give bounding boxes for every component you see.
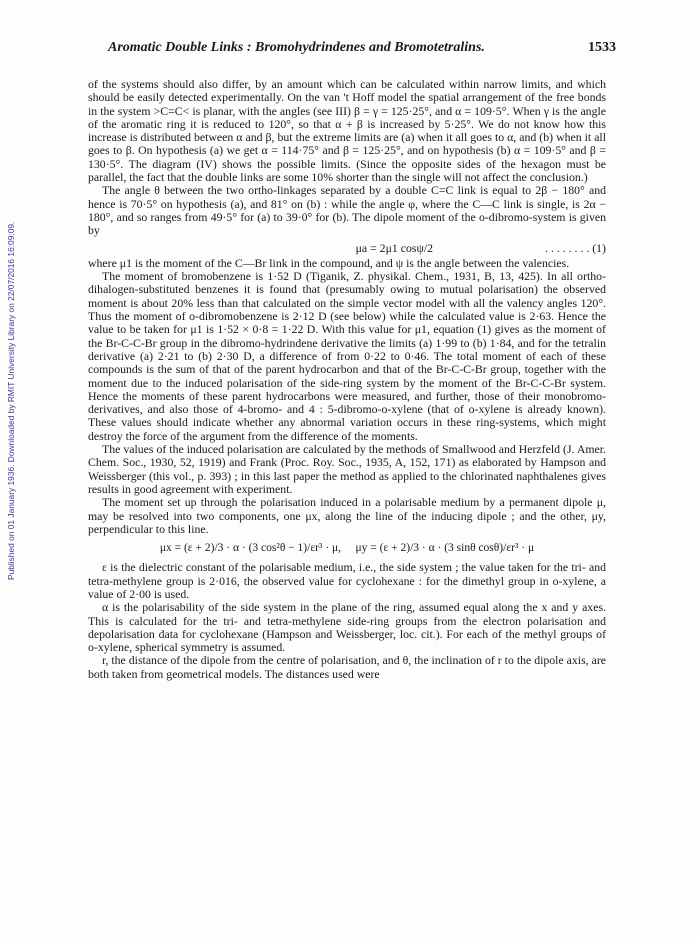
paragraph-1: of the systems should also differ, by an amount which can be calculated within narrow limits, and which should be easily detected experimentally. On the van 't Hoff model the spatial arrangement of the free bonds in the system >C=C< is planar, with the angles (see III) β = γ = 125·25°, and α = 109·5°. When γ is the angle of the aromatic ring it is reduced to 120°, so that α + β is increased by 5·25°. We do not know how this increase is distributed between α and β, but the extreme limits are (a) when it all goes to α, and (b) when it all goes to β. On hypothesis (a) we get α = 114·75° and β = 125·25°, and on hypothesis (b) α = 109·5° and β = 130·5°. The diagram (IV) shows the possible limits. (Since the opposite sides of the hexagon must be parallel, the fact that the double links are some 10% shorter than the single will not affect the conclusion.) <box>88 77 606 185</box>
equation-2-muy: μy = (ε + 2)/3 · α · (3 sinθ cosθ)/εr³ · μ <box>355 542 535 555</box>
equation-1-number: . . . . . . . . (1) <box>545 240 606 255</box>
equation-1 <box>88 242 606 255</box>
paragraph-3: where μ1 is the moment of the C—Br link in the compound, and ψ is the angle between the valencies. <box>88 255 570 270</box>
running-header <box>108 40 616 56</box>
equation-2-mux: μx = (ε + 2)/3 · α · (3 cos²θ − 1)/εr³ · μ, <box>159 542 342 555</box>
article-body <box>88 78 606 681</box>
page-number: 1533 <box>588 40 616 55</box>
paragraph-4: The moment of bromobenzene is 1·52 D (Tiganik, Z. physikal. Chem., 1931, B, 13, 425). In all ortho-dihalogen-substituted benzenes it is found that (presumably owing to mutual polarisation) the observed moment is about 20% less than that calculated on the simple vector model with all the valency angles 120°. Thus the moment of o-dibromobenzene is 2·12 D (see below) while the calculated value is 2·63. Hence the value to be taken for μ1 is 1·52 × 0·8 = 1·22 D. With this value for μ1, equation (1) gives as the moment of the Br-C-C-Br group in the dibromo-hydrindene derivative the limits (a) 1·99 to (b) 1·84, and for the tetralin derivative (a) 2·21 to (b) 2·30 D, a difference of from 0·22 to 0·46. The total moment of each of these compounds is the sum of that of the parent hydrocarbon and that of the Br-C-C-Br group, together with the moment due to the induced polarisation of the side-ring system by the moment of the Br-C-C-Br system. Hence the moments of these parent hydrocarbons were measured, and further, those of their monobromo-derivatives, and also those of 4-bromo- and 4 : 5-dibromo-o-xylene (that of o-xylene is already known). These values should indicate whether any abnormal variation occurs in these ring-systems, which might destroy the force of the argument from the difference of the moments. <box>88 269 606 443</box>
paragraph-7: ε is the dielectric constant of the polarisable medium, i.e., the side system ; the value taken for the tri- and tetra-methylene group is 2·016, the observed value for cyclohexane : for the dimethyl group in o-xylene, a value of 2·00 is used. <box>88 560 606 601</box>
download-watermark-text: Published on 01 January 1936. Downloaded by RMIT University Library on 22/07/2016 16:09:09. <box>6 221 16 580</box>
paragraph-2: The angle θ between the two ortho-linkages separated by a double C=C link is equal to 2β − 180° and hence is 70·5° on hypothesis (a), and 81° on (b) : while the angle φ, where the C—C link is single, is 2α − 180°, and so ranges from 49·5° for (a) to 39·0° for (b). The dipole moment of the o-dibromo-system is given by <box>88 183 606 238</box>
paragraph-6: The moment set up through the polarisation induced in a polarisable medium by a permanent dipole μ, may be resolved into two components, one μx, along the line of the inducing dipole ; and the other, μy, perpendicular to this line. <box>88 495 606 536</box>
paragraph-8: α is the polarisability of the side system in the plane of the ring, assumed equal along the x and y axes. This is calculated for the tri- and tetra-methylene side-ring groups from the electron polarisation and depolarisation data for cyclohexane (Hampson and Weissberger, loc. cit.). For each of the methyl groups of o-xylene, spherical symmetry is assumed. <box>88 600 606 655</box>
equation-2 <box>88 542 606 555</box>
equation-1-formula: μa = 2μ1 cosψ/2 <box>355 240 434 255</box>
paragraph-5: The values of the induced polarisation are calculated by the methods of Smallwood and Herzfeld (J. Amer. Chem. Soc., 1930, 52, 1919) and Frank (Proc. Roy. Soc., 1935, A, 152, 171) as elaborated by Hampson and Weissberger (this vol., p. 393) ; in this last paper the method as applied to the chlorinated naphthalenes gives results in good agreement with experiment. <box>88 442 606 496</box>
paragraph-9: r, the distance of the dipole from the centre of polarisation, and θ, the inclination of r to the dipole axis, are both taken from geometrical models. The distances used were <box>88 653 606 681</box>
header-title: Aromatic Double Links : Bromohydrindenes and Bromotetralins. <box>108 40 485 55</box>
